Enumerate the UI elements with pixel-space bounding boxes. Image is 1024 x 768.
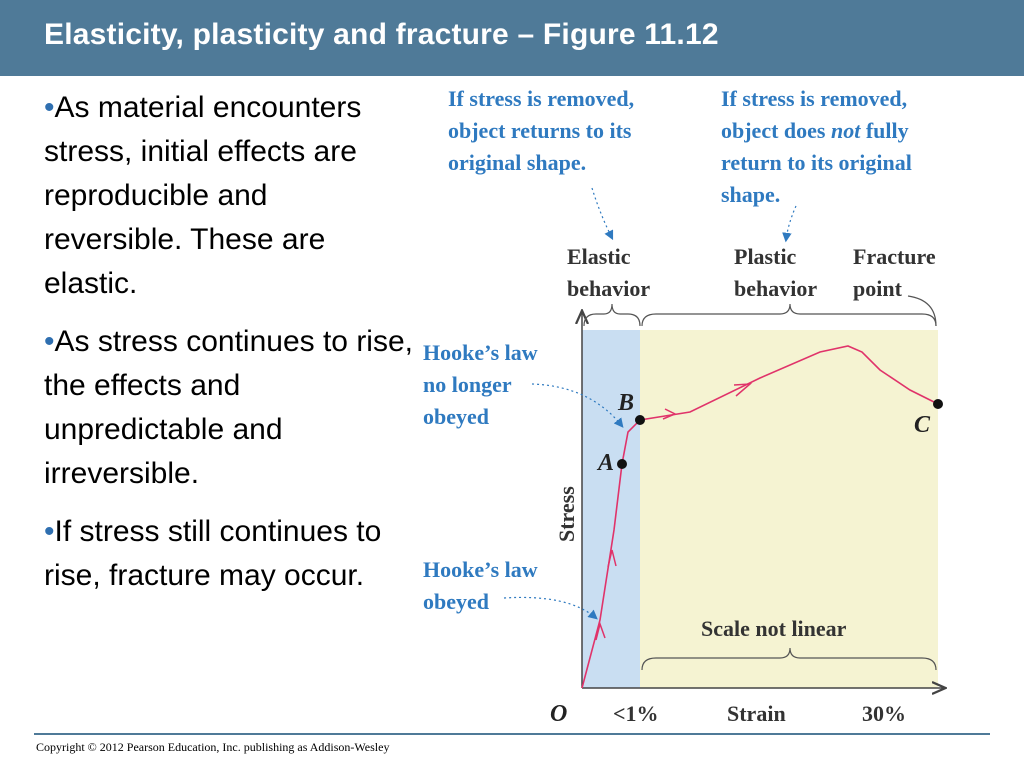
bullet-dot-icon: • bbox=[44, 91, 55, 124]
x-axis-label: Strain bbox=[727, 701, 786, 726]
point-a-label: A bbox=[598, 450, 615, 476]
point-b-marker bbox=[635, 415, 645, 425]
x-tick-label: <1% bbox=[613, 701, 659, 726]
plastic-note-pre: object does bbox=[721, 118, 831, 143]
y-axis-label: Stress bbox=[554, 486, 579, 542]
elastic-region bbox=[582, 330, 640, 688]
bullet-text: As stress continues to rise, the effects and unpredictable and irreversible. bbox=[44, 325, 413, 490]
point-b-label: B bbox=[618, 390, 635, 416]
plastic-note-post: fully bbox=[860, 118, 909, 143]
footer-rule bbox=[34, 733, 990, 735]
plastic-note-line: shape. bbox=[721, 182, 781, 207]
hooke-obeyed-line: Hooke’s law bbox=[423, 557, 538, 582]
elastic-note-line: If stress is removed, bbox=[448, 86, 635, 111]
elastic-note-line: object returns to its bbox=[448, 118, 632, 143]
hooke-not-obeyed-line: Hooke’s law bbox=[423, 340, 538, 365]
x-tick-label: 30% bbox=[862, 701, 906, 726]
elastic-behavior-label: behavior bbox=[567, 276, 651, 301]
bullet-text: As material encounters stress, initial effects are reproducible and reversible. These are elastic. bbox=[44, 91, 362, 300]
bullet-dot-icon: • bbox=[44, 515, 55, 548]
plastic-note-line bbox=[721, 118, 909, 143]
bullet-dot-icon: • bbox=[44, 325, 55, 358]
elastic-behavior-label: Elastic bbox=[567, 244, 631, 269]
elastic-note-line: original shape. bbox=[448, 150, 587, 175]
hooke-not-obeyed-line: obeyed bbox=[423, 404, 489, 429]
scale-note: Scale not linear bbox=[701, 616, 847, 641]
point-c-marker bbox=[933, 399, 943, 409]
fracture-point-label: point bbox=[853, 276, 902, 301]
plastic-note-emphasis: not bbox=[830, 118, 861, 143]
point-a-marker bbox=[617, 459, 627, 469]
slide-title: Elasticity, plasticity and fracture – Figure 11.12 bbox=[44, 18, 719, 51]
hooke-obeyed-line: obeyed bbox=[423, 589, 489, 614]
plastic-behavior-label: Plastic bbox=[734, 244, 797, 269]
plastic-note-line: return to its original bbox=[721, 150, 912, 175]
bullet-text: If stress still continues to rise, fracture may occur. bbox=[44, 515, 382, 592]
plastic-note-line: If stress is removed, bbox=[721, 86, 908, 111]
plastic-behavior-label: behavior bbox=[734, 276, 818, 301]
copyright-notice: Copyright © 2012 Pearson Education, Inc. publishing as Addison-Wesley bbox=[36, 740, 390, 754]
point-c-label: C bbox=[914, 412, 931, 438]
origin-label: O bbox=[550, 701, 568, 727]
fracture-point-label: Fracture bbox=[853, 244, 936, 269]
hooke-not-obeyed-line: no longer bbox=[423, 372, 512, 397]
